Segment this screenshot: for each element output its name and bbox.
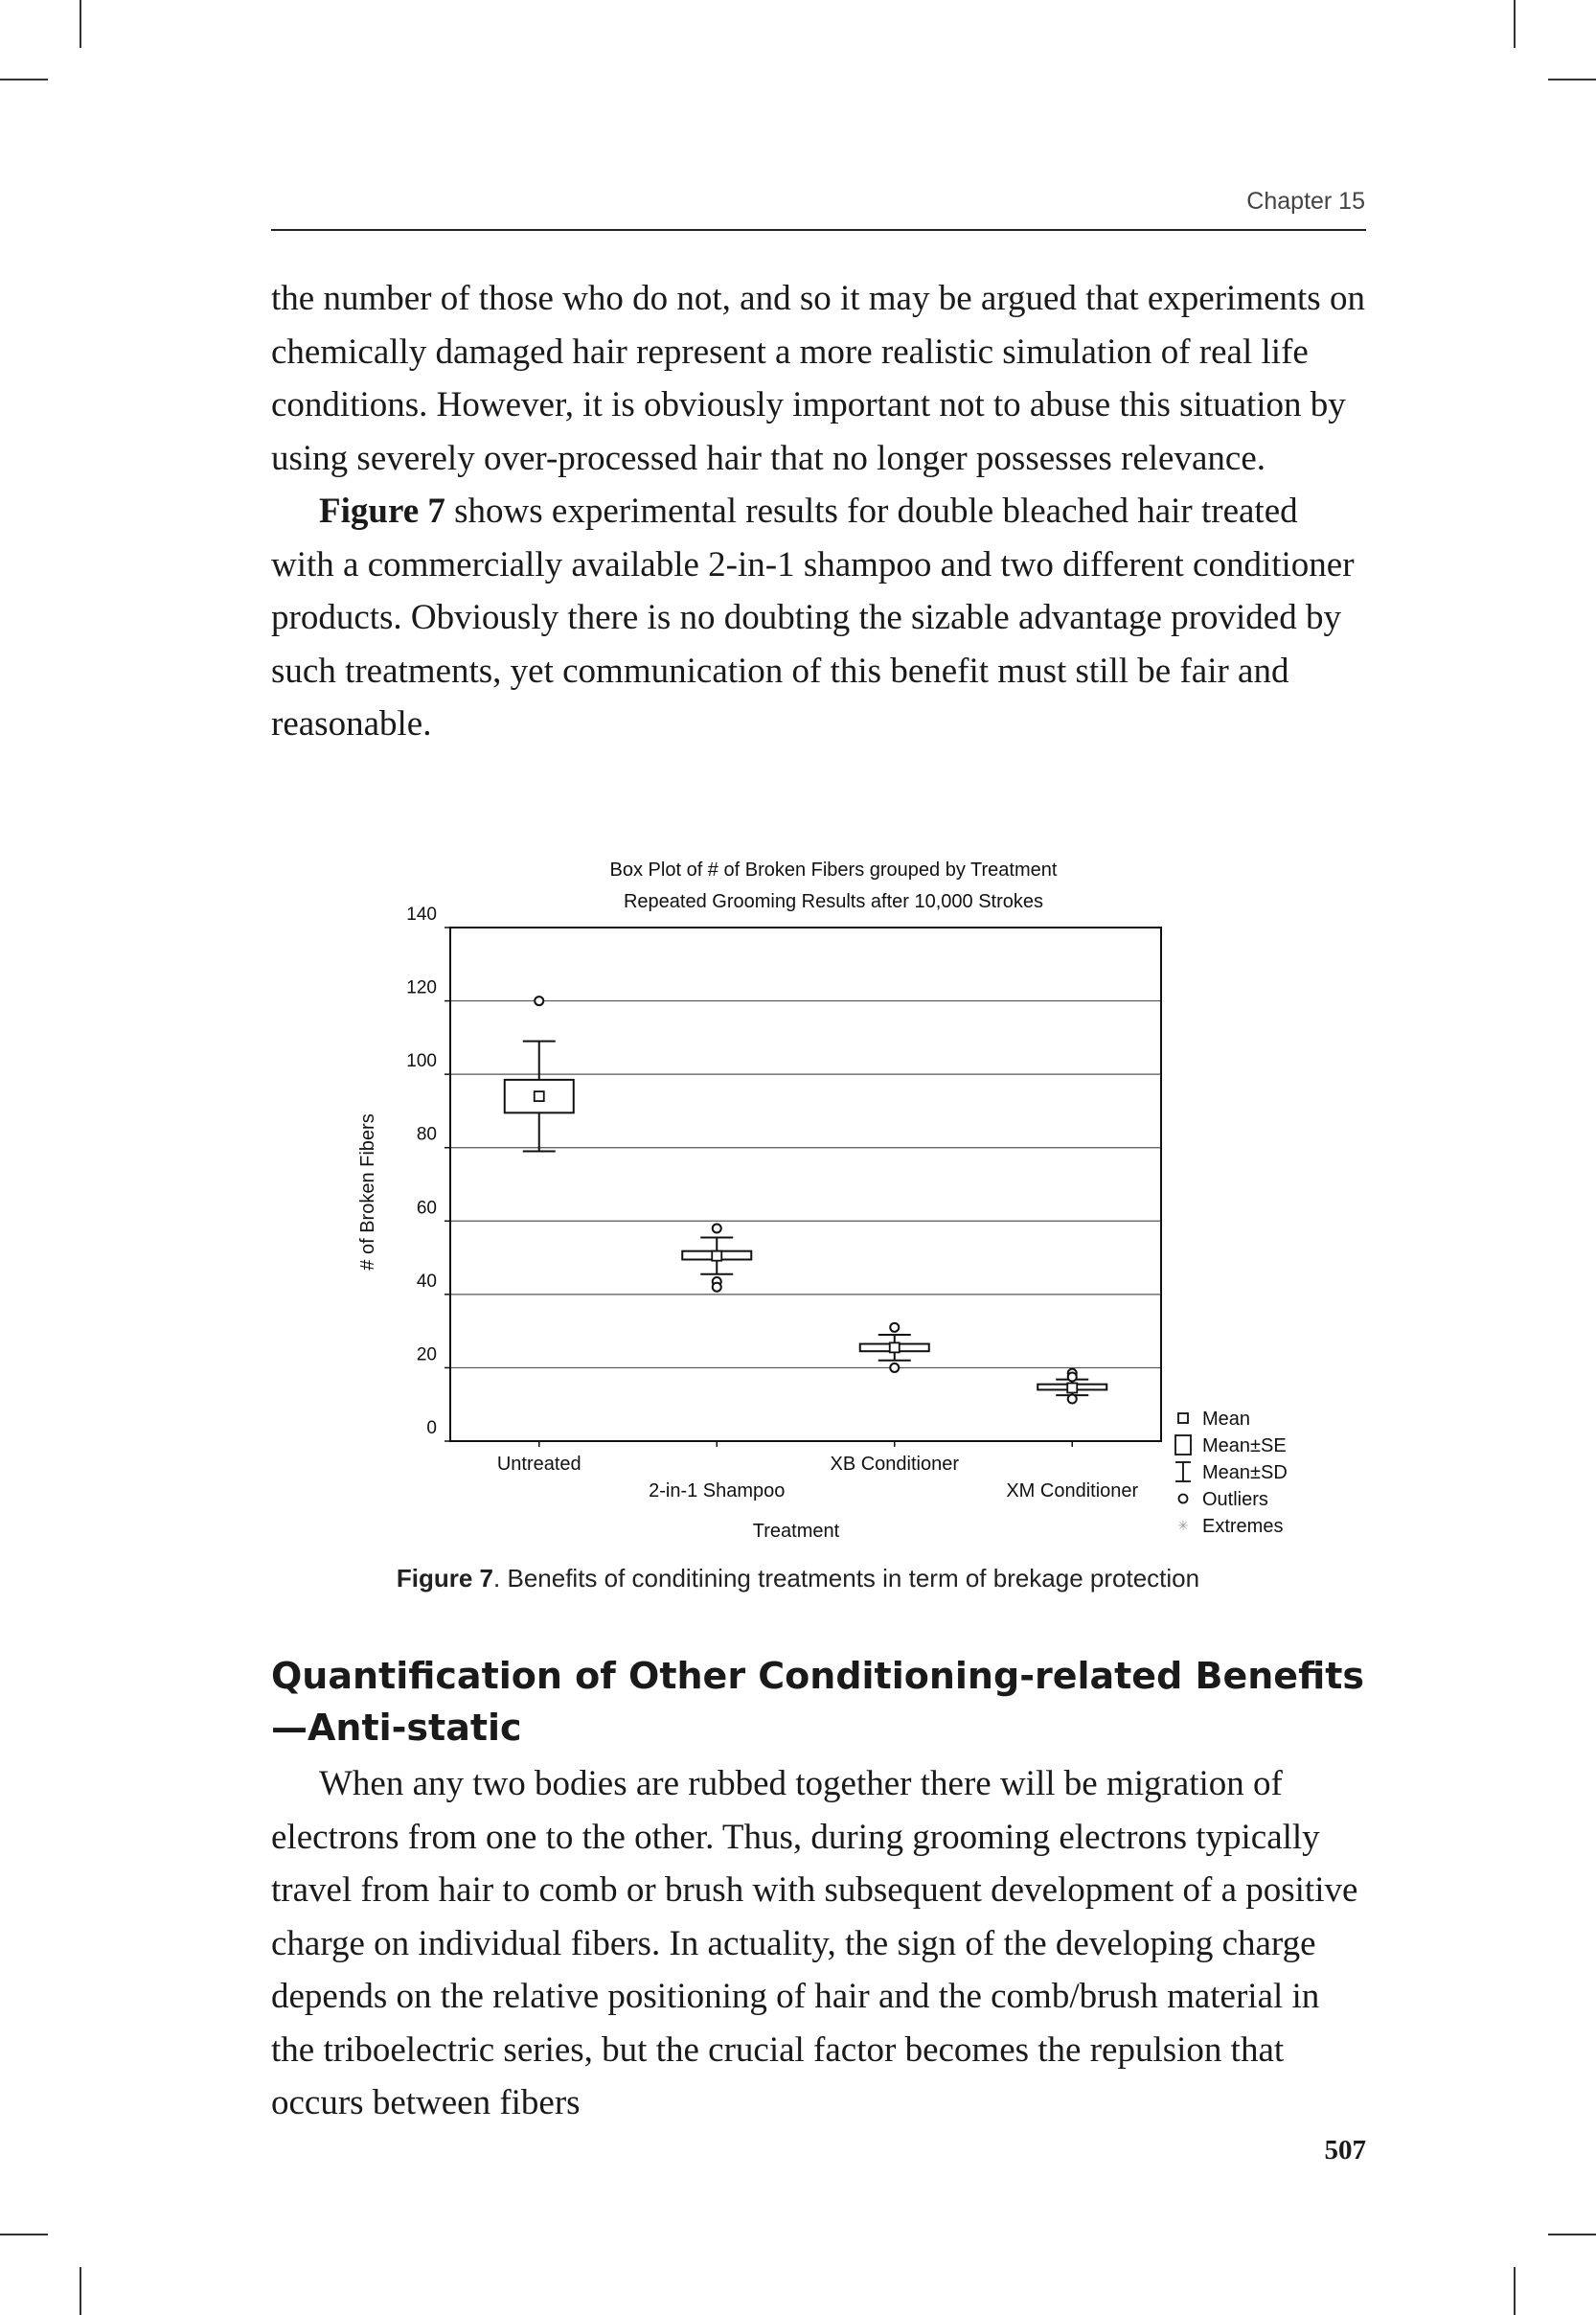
crop-mark (1514, 2267, 1516, 2315)
figure-reference: Figure 7 (319, 492, 445, 531)
y-tick-label: 40 (416, 1271, 437, 1292)
legend-extremes-symbol: ✳ (1177, 1518, 1189, 1533)
box-series (505, 997, 1107, 1403)
crop-mark (80, 2267, 81, 2315)
body-text-top (271, 272, 1366, 751)
box-plot-chart (345, 843, 1322, 1552)
chart-legend (1175, 1409, 1288, 1537)
x-tick-label: XM Conditioner (1006, 1480, 1139, 1501)
outlier-point (535, 997, 543, 1005)
crop-mark (1514, 0, 1516, 48)
caption-text: . Benefits of conditining treatments in term of brekage protection (493, 1564, 1200, 1593)
box-4 (1037, 1369, 1106, 1404)
y-tick-label: 80 (416, 1124, 437, 1145)
outlier-point (1068, 1373, 1077, 1382)
running-header: Chapter 15 (1246, 188, 1365, 215)
x-tick-label: Untreated (496, 1454, 581, 1475)
legend-label: Extremes (1202, 1516, 1284, 1537)
y-tick-label: 0 (426, 1418, 437, 1438)
y-tick-label: 100 (406, 1051, 437, 1072)
paragraph-text: shows experimental results for double bleached hair treated with a commercially available 2-in-1 shampoo and two different conditioner products. Obviously there is no doubting the sizable advantage provided by such treatments, yet communication of this benefit must still be fair and reasonable. (271, 492, 1355, 744)
crop-mark (1548, 2234, 1596, 2235)
section-heading: Quantification of Other Conditioning-related Benefits—Anti-static (271, 1655, 1365, 1749)
caption-label: Figure 7 (396, 1564, 494, 1593)
chart-title: Box Plot of # of Broken Fibers grouped by Treatment (609, 860, 1058, 881)
outlier-point (713, 1283, 721, 1292)
outlier-point (713, 1224, 721, 1232)
legend-sd-symbol (1175, 1462, 1191, 1481)
outlier-point (890, 1323, 899, 1332)
figure-chart (345, 843, 1322, 1552)
outlier-point (890, 1364, 899, 1372)
y-tick-label: 140 (406, 905, 437, 925)
legend-outlier-symbol (1179, 1495, 1188, 1503)
crop-mark (0, 2234, 48, 2235)
legend-se-symbol (1175, 1435, 1191, 1455)
x-tick-label: XB Conditioner (830, 1454, 960, 1475)
mean-marker (890, 1342, 900, 1352)
y-tick-label: 120 (406, 977, 437, 998)
plot-frame (450, 928, 1161, 1441)
mean-marker (535, 1091, 544, 1101)
crop-mark (0, 79, 48, 80)
legend-label: Mean±SD (1202, 1462, 1288, 1483)
grid-lines (450, 1001, 1161, 1368)
x-axis-ticks (497, 1441, 1139, 1501)
mean-marker (1067, 1383, 1077, 1392)
crop-mark (80, 0, 81, 48)
crop-mark (1548, 79, 1596, 80)
header-rule (271, 229, 1366, 231)
y-tick-label: 60 (416, 1198, 437, 1219)
x-tick-label: 2-in-1 Shampoo (649, 1480, 786, 1501)
y-axis-label: # of Broken Fibers (357, 1113, 378, 1271)
paragraph (271, 485, 1366, 751)
body-text-bottom (271, 1757, 1366, 2130)
outlier-point (1068, 1394, 1077, 1403)
chart-subtitle: Repeated Grooming Results after 10,000 Strokes (623, 891, 1044, 912)
legend-mean-symbol (1178, 1413, 1188, 1423)
box-2 (682, 1224, 751, 1291)
paragraph: When any two bodies are rubbed together there will be migration of electrons from one to the other. Thus, during grooming electrons typically travel from hair to comb or brush with subsequent development of a positive charge on individual fibers. In actuality, the sign of the developing charge depends on the relative positioning of hair and the comb/brush material in the triboelectric series, but the crucial factor becomes the repulsion that occurs between fibers (271, 1764, 1358, 2122)
page-number: 507 (1324, 2135, 1366, 2166)
legend-label: Outliers (1202, 1489, 1268, 1510)
x-axis-label: Treatment (752, 1521, 840, 1542)
y-axis-ticks (406, 905, 450, 1441)
figure-caption (0, 1564, 1596, 1593)
legend-label: Mean (1202, 1409, 1251, 1430)
y-tick-label: 20 (416, 1344, 437, 1365)
box-3 (860, 1323, 929, 1372)
paragraph: the number of those who do not, and so it may be argued that experiments on chemically damaged hair represent a more realistic simulation of real life conditions. However, it is obviously important not to abuse this situation by using severely over-processed hair that no longer possesses relevance. (271, 279, 1365, 478)
mean-marker (712, 1251, 721, 1261)
legend-label: Mean±SE (1202, 1435, 1287, 1456)
